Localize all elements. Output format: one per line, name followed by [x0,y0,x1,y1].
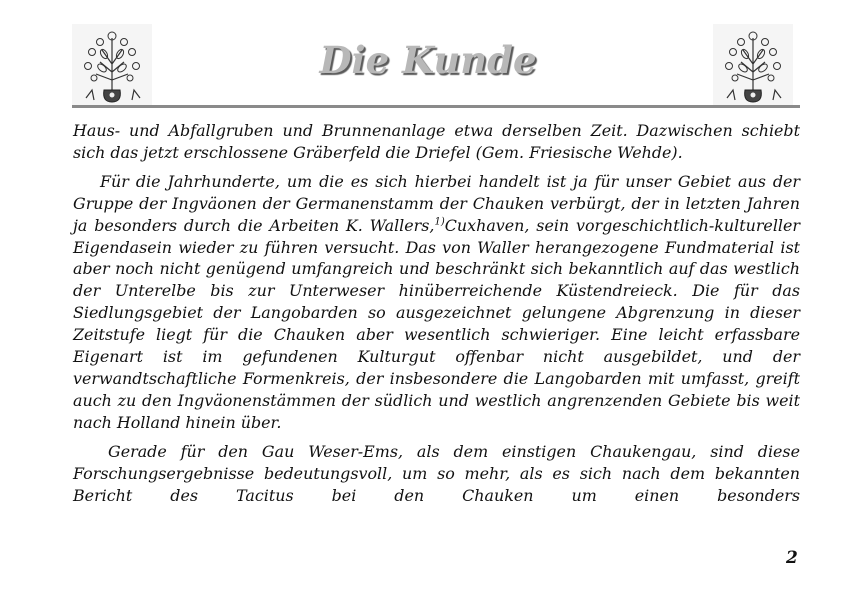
page-number: 2 [786,548,798,568]
paragraph-1: Haus- und Abfallgruben und Brunnenanlage etwa derselben Zeit. Dazwischen schiebt sich das jetzt erschlossene Gräberfeld die Driefel (Gem. Friesische Wehde). [73,121,800,162]
paragraph-3: Gerade für den Gau Weser-Ems, als dem einstigen Chaukengau, sind diese Forschungsergebnisse bedeutungsvoll, um so mehr, als es sich nach dem bekannten Bericht des Tacitus bei den Chauken um einen besonders [73,441,800,505]
footnote-reference: 1) [434,216,445,228]
paragraph-2 [73,171,800,434]
tree-of-life-emblem-icon [713,24,793,106]
right-emblem [713,24,793,106]
document-body [73,120,800,506]
page-title: Die Kunde [319,38,537,82]
paragraph-2-part-b: Cuxhaven, sein vorgeschichtlich-kultureller Eigendasein wieder zu führen versucht. Das von Waller herangezogene Fundmaterial ist aber noch nicht genügend umfangreich und beschränkt sich bekanntlich auf das westlich der Unterelbe bis zur Unterweser hinüberreichende Küstendreieck. Die für das Siedlungsgebiet der Langobarden so ausgezeichnet gelungene Abgrenzung in dieser Zeitstufe liegt für die Chauken aber wesentlich schwieriger. Eine leicht erfassbare Eigenart ist im gefundenen Kulturgut offenbar nicht ausgebildet, und der verwandtschaftliche Formenkreis, der insbesondere die Langobarden mit umfasst, greift auch zu den Ingväonenstämmen der südlich und westlich angrenzenden Gebiete bis weit nach Holland hinein über. [73,215,800,432]
header-divider [72,105,800,108]
paragraph-2-part-a: Für die Jahrhunderte, um die es sich hierbei handelt ist ja für unser Gebiet aus der Gruppe der Ingväonen der Germanenstamm der Chauken verbürgt, der in letzten Jahren ja besonders durch die Arbeiten K. Wallers, [73,171,800,235]
